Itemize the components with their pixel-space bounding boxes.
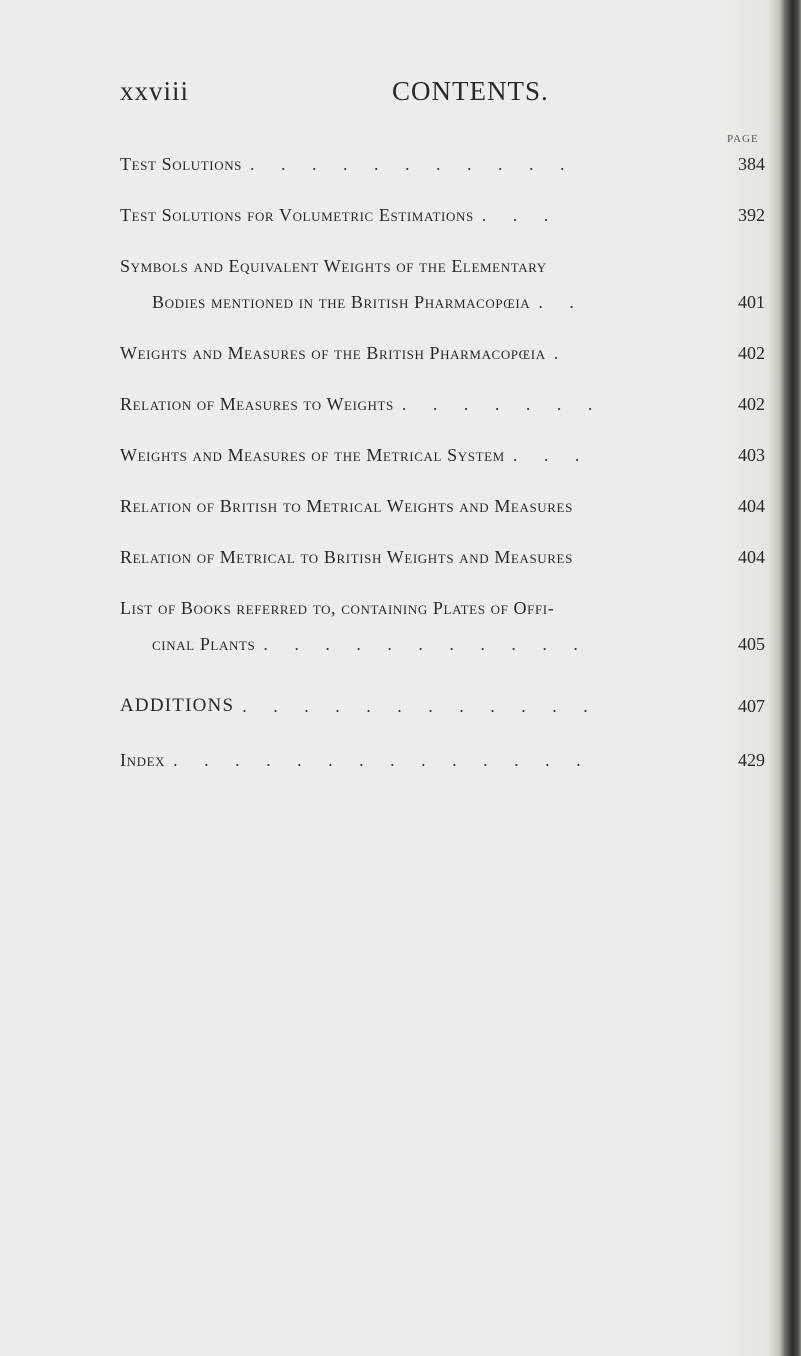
toc-entry-title: Symbols and Equivalent Weights of the Elementary	[120, 256, 547, 276]
toc-page-number: 404	[738, 496, 765, 516]
toc-entry-title: Weights and Measures of the British Pharmacopœia	[120, 343, 546, 363]
page-column-label: PAGE	[727, 133, 759, 145]
toc-page-number: 405	[738, 634, 765, 654]
toc-entry	[120, 437, 765, 473]
page-folio: xxviii	[120, 76, 190, 106]
toc-leader-dots: . . . . . . .	[401, 394, 604, 414]
toc-page-number: 392	[738, 205, 765, 225]
toc-entry	[120, 386, 765, 422]
toc-entry-title: Test Solutions	[120, 154, 243, 174]
page-gutter-shadow	[769, 0, 779, 1356]
toc-entry-title: ADDITIONS	[120, 695, 235, 716]
toc-entry	[120, 146, 765, 182]
running-title: CONTENTS.	[392, 76, 549, 106]
toc-entry-title: Weights and Measures of the Metrical System	[120, 445, 505, 465]
toc-leader-dots: . .	[538, 292, 585, 312]
toc-entry	[120, 248, 765, 320]
toc-entry-title: Index	[120, 750, 166, 770]
toc-leader-dots	[573, 488, 734, 524]
toc-leader-dots: . . . . . . . . . . .	[263, 634, 589, 654]
toc-entry-title: Relation of Measures to Weights	[120, 394, 394, 414]
page-header	[120, 76, 680, 116]
toc-leader-dots: . . .	[481, 205, 560, 225]
toc-page-number: 403	[738, 445, 765, 465]
toc-page-number: 384	[738, 154, 765, 174]
toc-entry	[120, 197, 765, 233]
toc-page-number: 404	[738, 547, 765, 567]
toc-entry	[120, 539, 765, 575]
toc-leader-dots: . . . . . . . . . . . .	[242, 696, 599, 716]
toc-entry-title: Relation of Metrical to British Weights and Measures	[120, 547, 573, 567]
toc-entry	[120, 488, 765, 524]
toc-page-number: 402	[738, 343, 765, 363]
book-binding-edge	[779, 0, 801, 1356]
toc-entry-title-continued: Bodies mentioned in the British Pharmacopœia	[152, 292, 531, 312]
toc-entry	[120, 742, 765, 778]
toc-leader-dots: . . . . . . . . . . .	[250, 154, 576, 174]
toc-entry-title: Relation of British to Metrical Weights and Measures	[120, 496, 573, 516]
toc-entry-title: Test Solutions for Volumetric Estimations	[120, 205, 474, 225]
toc-entry	[120, 590, 765, 662]
toc-page-number: 402	[738, 394, 765, 414]
toc-page-number: 401	[738, 292, 765, 312]
toc-entry	[120, 688, 765, 724]
toc-leader-dots: . . . . . . . . . . . . . .	[173, 750, 592, 770]
toc-leader-dots	[573, 539, 734, 575]
toc-entry-title-continued: cinal Plants	[152, 634, 256, 654]
toc-page-number: 407	[738, 696, 765, 716]
toc-leader-dots: .	[553, 343, 570, 363]
toc-page-number: 429	[738, 750, 765, 770]
toc-entry-title: List of Books referred to, containing Plates of Offi-	[120, 598, 555, 618]
toc-entry	[120, 335, 765, 371]
toc-leader-dots: . . .	[512, 445, 591, 465]
